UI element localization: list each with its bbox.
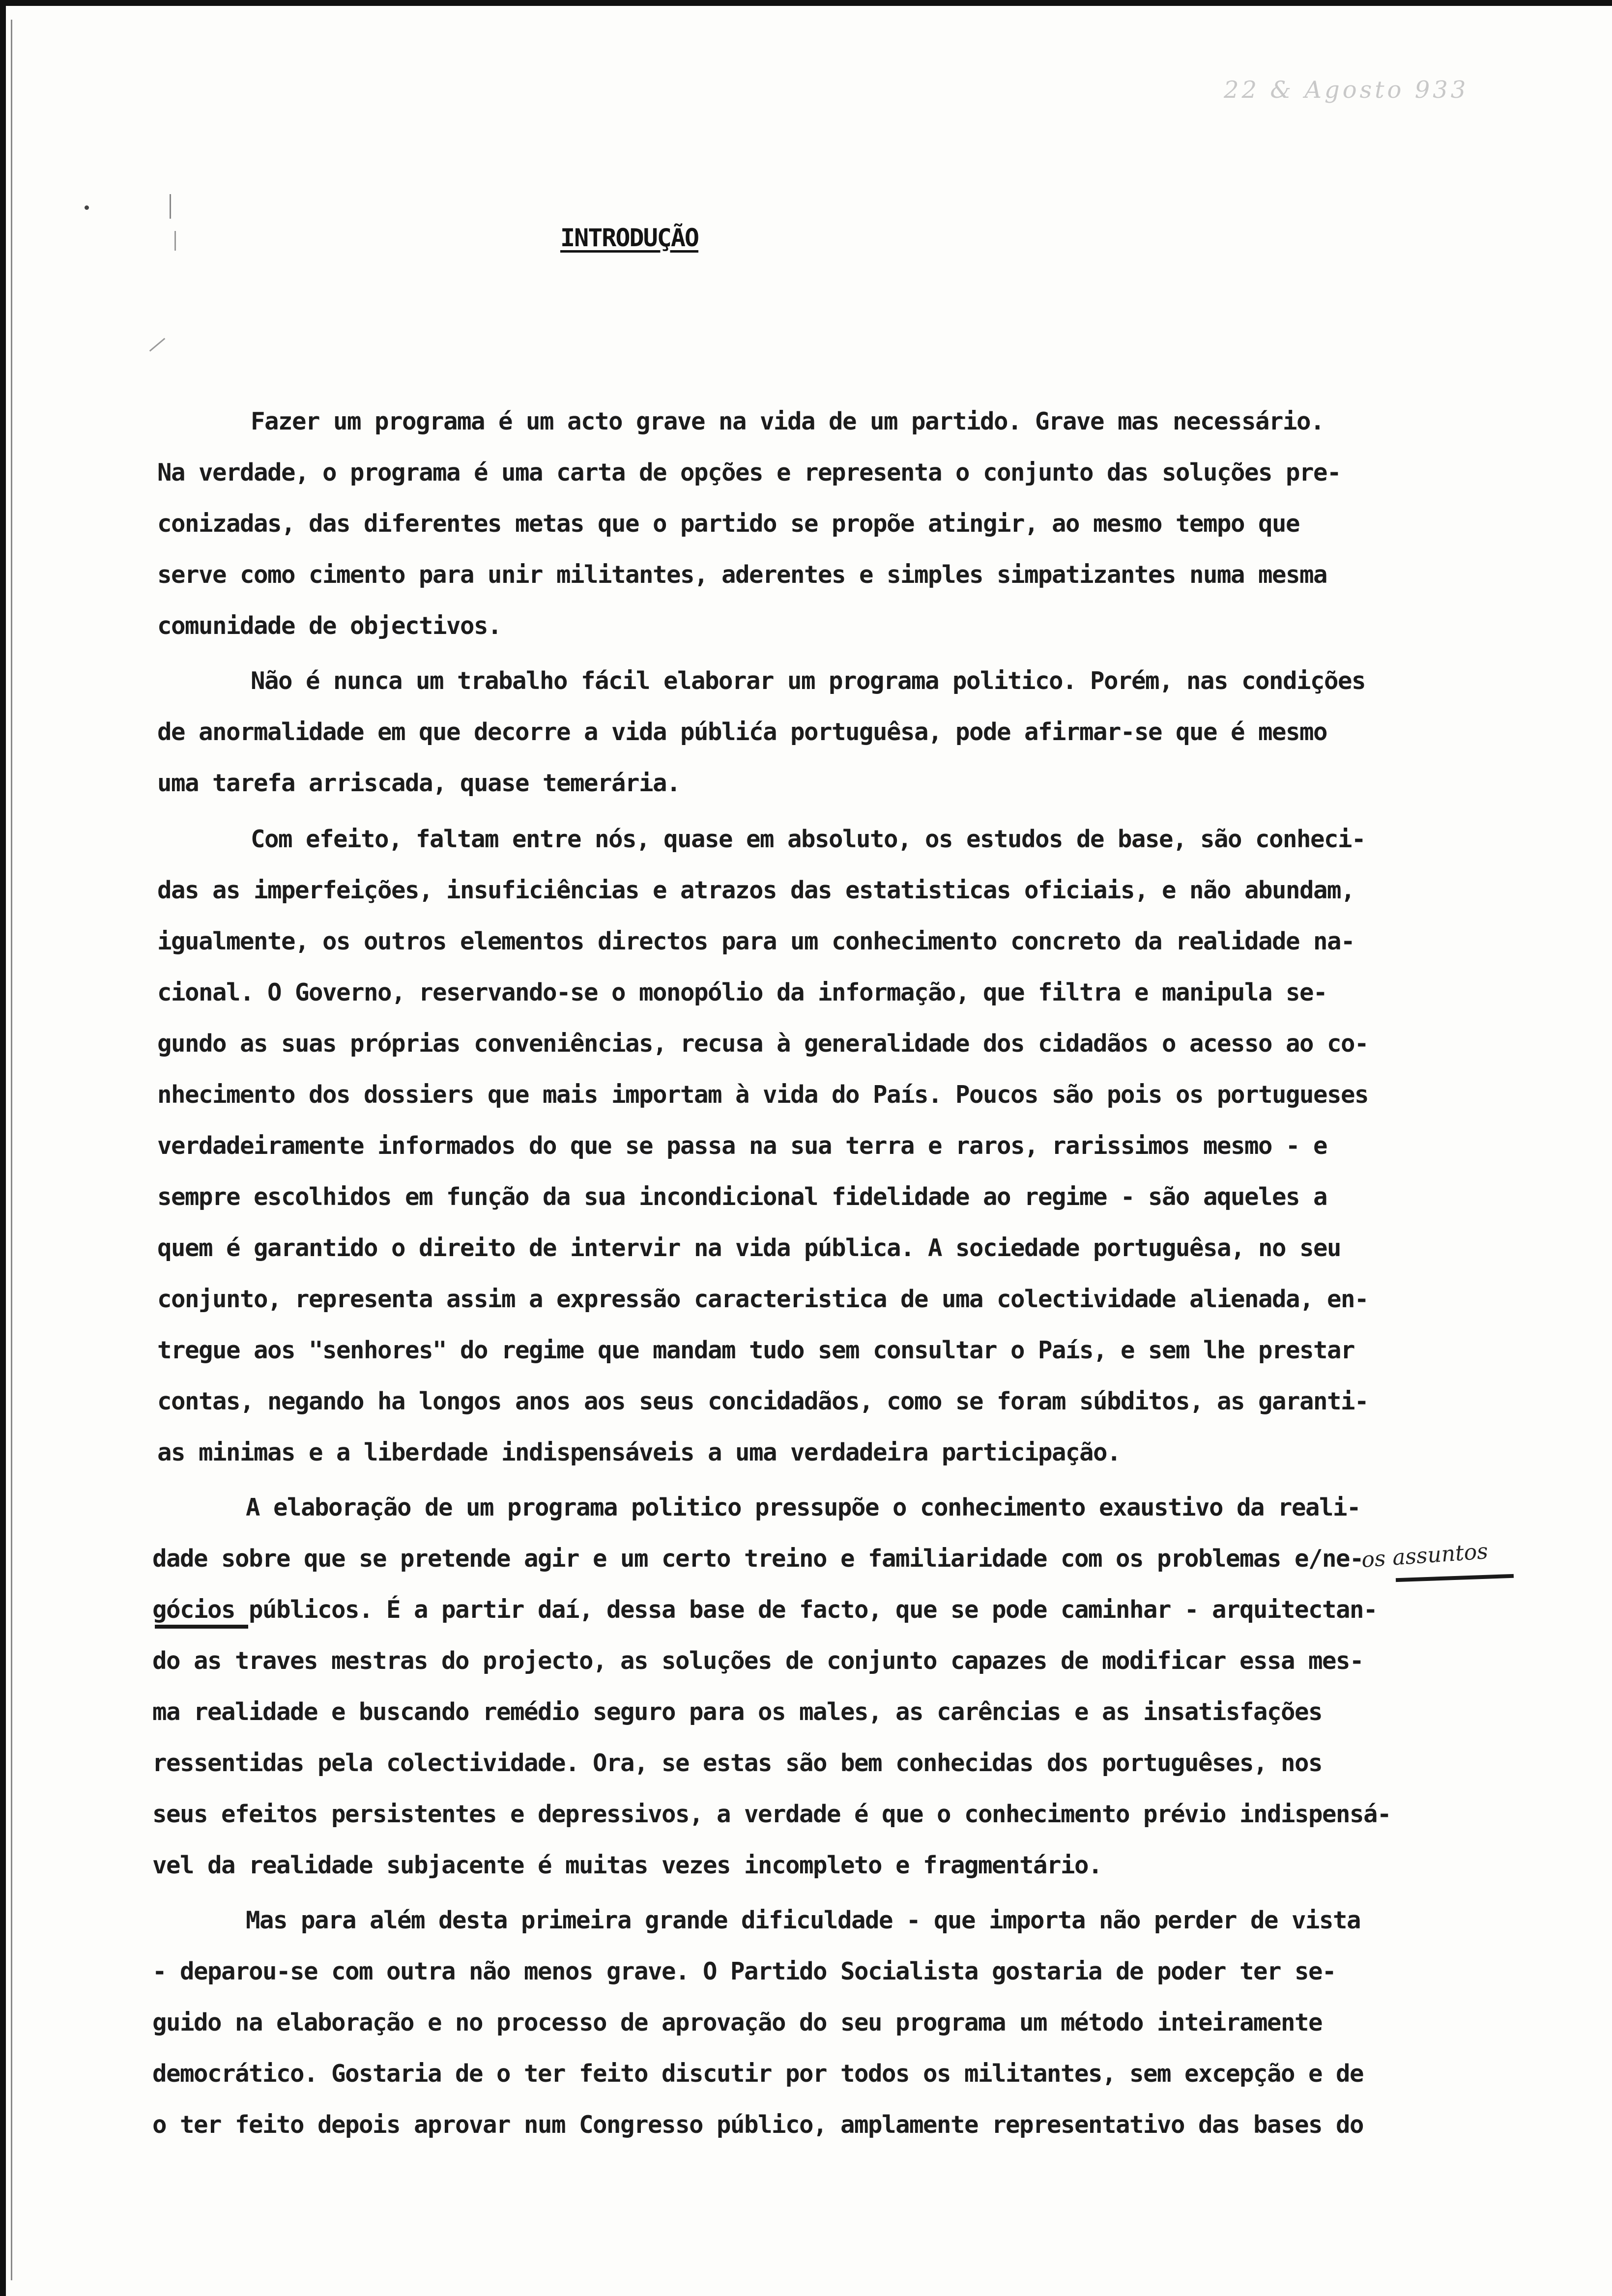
scan-mark	[170, 194, 171, 219]
scan-border-shadow	[11, 20, 12, 2280]
strikethrough-mark	[155, 1625, 248, 1629]
handwritten-insertion: os assuntos	[1360, 1539, 1489, 1573]
strikethrough-mark	[1396, 1574, 1514, 1582]
scan-border-left	[0, 0, 6, 2296]
page-title: INTRODUÇÃO	[560, 224, 699, 252]
document-page: 22 & Agosto 933 INTRODUÇÃO Fazer um programa é um acto grave na vida de um partido. Grave mas necessário. Na verdade, o programa é uma carta de opções e representa o conjunto das soluções pre- conizadas, das diferentes metas que o partido se propõe atingir, ao mesmo tempo que serve como cimento para unir militantes, aderentes e simples simpatizantes numa mesma comunidade de objectivos. Não é nunca um trabalho fácil elaborar um programa politico. Porém, nas condições de anormalidade em que decorre a vida públića portuguêsa, pode afirmar-se que é mesmo uma tarefa arriscada, quase temerária. Com efeito, faltam entre nós, quase em absoluto, os estudos de base, são conheci- das as imperfeições, insuficiências e atrazos das estatisticas oficiais, e não abundam, igualmente, os outros elementos directos para um conhecimento concreto da realidade na- cional. O Governo, reservando-se o monopólio da informação, que filtra e manipula se- gundo as suas próprias conveniências, recusa à generalidade dos cidadãos o acesso ao co- nhecimento dos dossiers que mais importam à vida do País. Poucos são pois os portugueses verdadeiramente informados do que se passa na sua terra e raros, rarissimos mesmo - e sempre escolhidos em função da sua incondicional fidelidade ao regime - são aqueles a quem é garantido o direito de intervir na vida pública. A sociedade portuguêsa, no seu conjunto, representa assim a expressão caracteristica de uma colectividade alienada, en- tregue aos "senhores" do regime que mandam tudo sem consultar o País, e sem lhe prestar contas, negando ha longos anos aos seus concidadãos, como se foram súbditos, as garanti- as minimas e a liberdade indispensáveis a uma verdadeira participação. A elaboração de um programa politico pressupõe o conhecimento exaustivo da reali- dade sobre que se pretende agir e um certo treino e familiaridade com os problemas e/ne- gócios públicos. É a partir daí, dessa base de facto, que se pode caminhar - arquitectan- do as traves mestras do projecto, as soluções de conjunto capazes de modificar essa mes- ma realidade e buscando remédio seguro para os males, as carências e as insatisfações ressentidas pela colectividade. Ora, se estas são bem conhecidas dos portuguêses, nos seus efeitos persistentes e depressivos, a verdade é que o conhecimento prévio indispensá- vel da realidade subjacente é muitas vezes incompleto e fragmentário. Mas para além desta primeira grande dificuldade - que importa não perder de vista - deparou-se com outra não menos grave. O Partido Socialista gostaria de poder ter se- guido na elaboração e no processo de aprovação do seu programa um método inteiramente democrático. Gostaria de o ter feito discutir por todos os militantes, sem excepção e de o ter feito depois aprovar num Congresso público, amplamente representativo das bases do os assuntos	[0, 0, 1612, 2296]
pencil-annotation: 22 & Agosto 933	[1224, 76, 1469, 104]
scan-speck	[85, 205, 89, 210]
scan-mark	[174, 231, 176, 251]
scan-border-top	[0, 0, 1612, 6]
scan-mark	[149, 338, 166, 351]
